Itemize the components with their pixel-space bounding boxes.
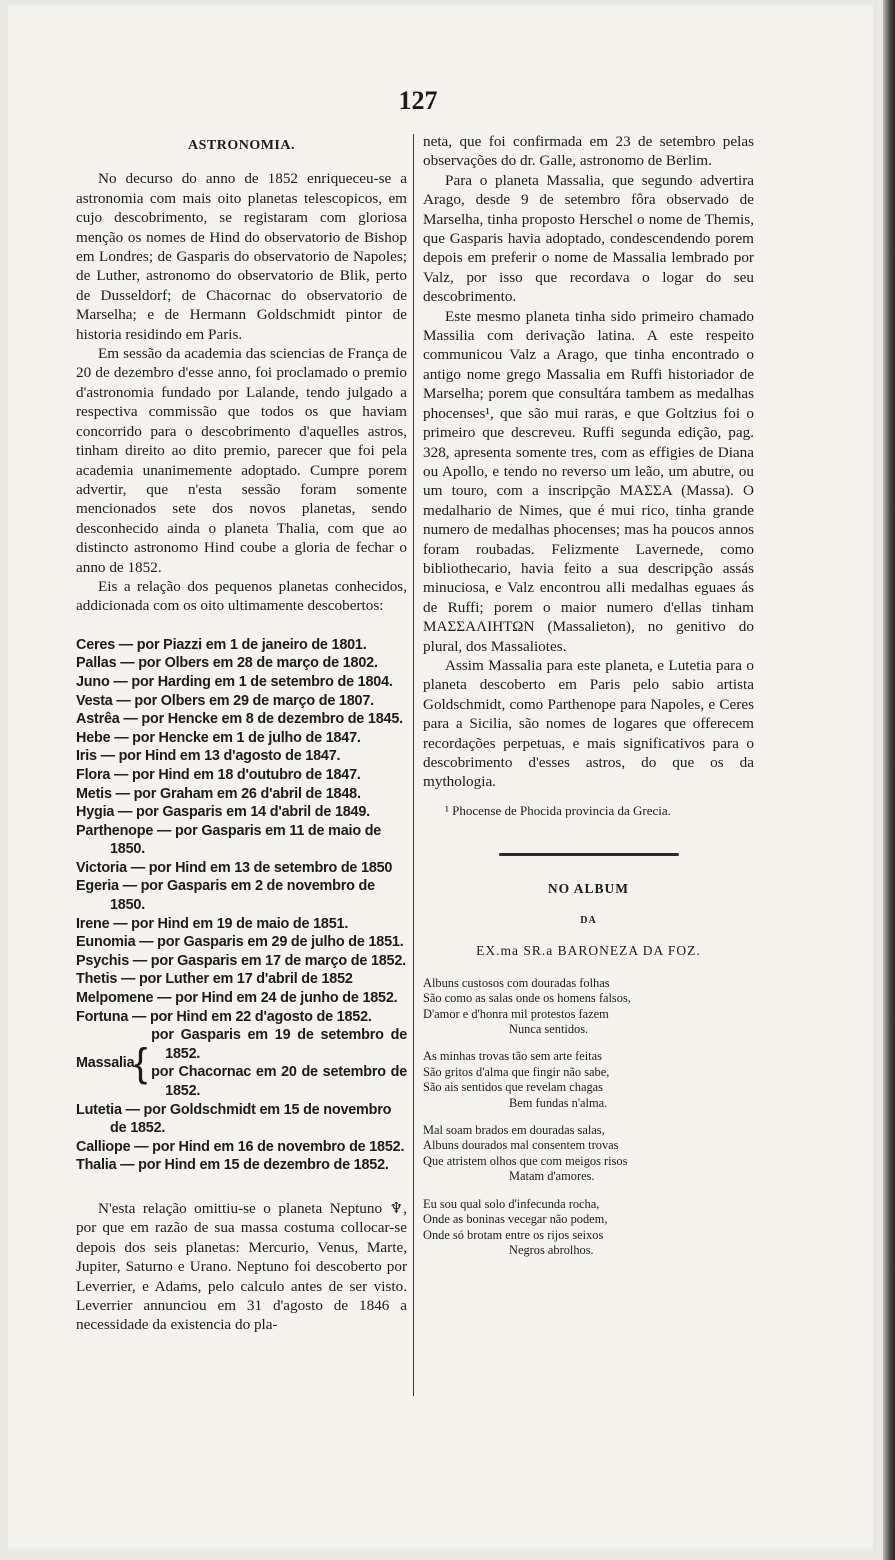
poem-line: As minhas trovas tão sem arte feitas (423, 1049, 602, 1064)
planet-row: Eunomia — por Gasparis em 29 de julho de 1851. (76, 934, 404, 951)
planet-row: Lutetia — por Goldschmidt em 15 de novembro de 1852. (76, 1101, 392, 1137)
poem-line: Bem fundas n'alma. (509, 1095, 608, 1110)
paragraph: No decurso do anno de 1852 enriqueceu-se a astronomia com mais oito planetas telescopicos, em cujo descobrimento, se registaram com gloriosa menção os nomes de Hind do observatorio de Bishop em Londres; de Gasparis do observatorio de Napoles; de Luther, astronomo do observatorio de Blik, perto de Dusseldorf; de Chacornac do observatorio de Marselha; e de Hermann Goldschmidt pintor de historia residindo em Paris. (76, 170, 407, 343)
planet-row: Psychis — por Gasparis em 17 de março de 1852. (76, 952, 406, 969)
planet-row: Hebe — por Hencke em 1 de julho de 1847. (76, 729, 361, 746)
massalia-line: por Gasparis em 19 de setembro de 1852. (151, 1027, 407, 1062)
planet-row: Parthenope — por Gasparis em 11 de maio de 1850. (76, 822, 382, 858)
planet-row: Thetis — por Luther em 17 d'abril de 1852 (76, 971, 353, 988)
paragraph: Em sessão da academia das sciencias de França de 20 de dezembro d'esse anno, foi proclamado o premio d'astronomia fundado por Lalande, tendo julgado a respectiva commissão que todos os que haviam concorrido para o descobrimento d'aquelles astros, tinham direito ao dito premio, parecer que foi pela academia unanimemente adoptado. Cumpre porem advertir, que n'esta sessão foram somente mencionados sete dos novos planetas, sendo desconhecido ainda o planeta Thalia, com que ao distincto astronomo Hind coube a gloria de fechar o anno de 1852. (76, 345, 407, 576)
planet-row: Metis — por Graham em 26 d'abril de 1848. (76, 785, 361, 802)
poem-title-da: DA (580, 914, 597, 926)
planet-row: Calliope — por Hind em 16 de novembro de 1852. (76, 1138, 405, 1155)
planet-row: Vesta — por Olbers em 29 de março de 1807. (76, 692, 374, 709)
column-divider (413, 134, 414, 1396)
paragraph: Este mesmo planeta tinha sido primeiro chamado Massilia com derivação latina. A este respeito communicou Valz a Arago, que tinha encontrado o antigo nome grego Massalia em Ruffi historiador de Marselha; porem que consultára tambem as medalhas phocenses¹, que são mui raras, e que Goltzius foi o primeiro que descreveu. Ruffi segunda edição, pag. 328, apresenta somente tres, com as effigies de Diana ou Apollo, e tendo no reverso um leão, um abutre, ou um touro, com a inscripção ΜΑΣΣΑ (Massa). O medalhario de Nimes, que é mui rico, tinha grande numero de medalhas phocenses; mas ha poucos annos foram roubadas. Felizmente Lavernede, como bibliothecario, havia feito a sua descripção assás minuciosa, e Valz encontrou alli medalhas eguaes ás de Ruffi; porem o maior numero d'ellas tinham ΜΑΣΣΑΛΙΗΤΩΝ (Massalieton), no genitivo do plural, dos Massaliotes. (423, 307, 754, 655)
poem-stanza (423, 1049, 754, 1111)
paragraph: Eis a relação dos pequenos planetas conhecidos, addicionada com os oito ultimamente descobertos: (76, 577, 407, 615)
massalia-line: por Chacornac em 20 de setembro de 1852. (151, 1064, 407, 1099)
planet-row: Astrêa — por Hencke em 8 de dezembro de 1845. (76, 711, 403, 728)
poem-line: São ais sentidos que revelam chagas (423, 1080, 603, 1095)
poem-line: Mal soam brados em douradas salas, (423, 1123, 605, 1138)
poem-line: Que atristem olhos que com meigos risos (423, 1153, 628, 1168)
book-page (8, 4, 876, 1550)
poem-stanza (423, 1123, 754, 1185)
planet-row: Thalia — por Hind em 15 de dezembro de 1852. (76, 1157, 389, 1174)
planet-list (76, 636, 407, 1175)
planet-row: Melpomene — por Hind em 24 de junho de 1852. (76, 990, 398, 1007)
paragraph: N'esta relação omittiu-se o planeta Neptuno ♆, por que em razão de sua massa costuma collocar-se depois dos seis planetas: Mercurio, Venus, Marte, Jupiter, Saturno e Urano. Neptuno foi descoberto por Leverrier, e Adams, pelo calculo antes de ser visto. Leverrier annunciou em 31 d'agosto de 1846 a necessidade da existencia do pla- (76, 1199, 407, 1334)
poem-line: Albuns dourados mal consentem trovas (423, 1138, 619, 1153)
planet-row: Irene — por Hind em 19 de maio de 1851. (76, 915, 349, 932)
poem-line: D'amor e d'honra mil protestos fazem (423, 1006, 609, 1021)
planet-row: Iris — por Hind em 13 d'agosto de 1847. (76, 748, 341, 765)
poem-line: Negros abrolhos. (509, 1242, 594, 1257)
massalia-name: Massalia (76, 1055, 135, 1072)
poem-line: Nunca sentidos. (509, 1022, 589, 1037)
poem-line: Eu sou qual solo d'infecunda rocha, (423, 1196, 600, 1211)
poem-line: Onde só brotam entre os rijos seixos (423, 1227, 604, 1242)
page-number: 127 (398, 86, 438, 115)
planet-row: Ceres — por Piazzi em 1 de janeiro de 1801. (76, 636, 367, 653)
footnote: ¹ Phocense de Phocida provincia da Grecia. (445, 802, 671, 818)
poem-line: São gritos d'alma que fingir não sabe, (423, 1064, 610, 1079)
poem-stanza (423, 1197, 754, 1259)
massalia-lines (151, 1026, 407, 1100)
planet-row: Juno — por Harding em 1 de setembro de 1804. (76, 673, 393, 690)
section-rule (499, 853, 679, 856)
poem-stanza (423, 976, 754, 1038)
paragraph: Para o planeta Massalia, que segundo advertira Arago, desde 9 de setembro fôra observado de Marselha, tinha proposto Herschel o nome de Themis, que Gasparis havia adoptado, condescendendo porem depois em preferir o nome de Massalia lembrado por Valz, por isso que recordava o logar do seu descobrimento. (423, 171, 754, 306)
poem-line: Matam d'amores. (509, 1169, 595, 1184)
planet-row: Fortuna — por Hind em 22 d'agosto de 1852. (76, 1008, 372, 1025)
paragraph: Assim Massalia para este planeta, e Lutetia para o planeta descoberto em Paris pelo sabio artista Goldschmidt, como Parthenope para Napoles, e Ceres para a Sicilia, são nomes de logares que offerecem recordações perpetuas, e mais significativos para o descobrimento d'esses astros, do que os da mythologia. (423, 656, 754, 791)
book-edge (883, 0, 895, 1560)
planet-row: Egeria — por Gasparis em 2 de novembro de 1850. (76, 878, 375, 914)
poem-line: São como as salas onde os homens falsos, (423, 991, 631, 1006)
article-heading: ASTRONOMIA. (187, 138, 295, 153)
poem-dedication: EX.ma SR.a BARONEZA DA FOZ. (476, 942, 701, 958)
poem-line: Albuns custosos com douradas folhas (423, 975, 610, 990)
paragraph: neta, que foi confirmada em 23 de setembro pelas observações do dr. Galle, astronomo de Berlim. (423, 133, 754, 170)
poem-title: NO ALBUM (547, 880, 630, 896)
left-column (76, 132, 407, 1335)
planet-row: Victoria — por Hind em 13 de setembro de 1850 (76, 859, 393, 876)
planet-row: Flora — por Hind em 18 d'outubro de 1847. (76, 766, 361, 783)
poem-line: Onde as boninas vecegar não podem, (423, 1212, 608, 1227)
brace-icon: { (134, 1041, 148, 1086)
right-column (423, 132, 754, 1270)
planet-row: Pallas — por Olbers em 28 de março de 1802. (76, 655, 378, 672)
planet-row: Hygia — por Gasparis em 14 d'abril de 1849. (76, 804, 370, 821)
massalia-entry (76, 1026, 407, 1100)
